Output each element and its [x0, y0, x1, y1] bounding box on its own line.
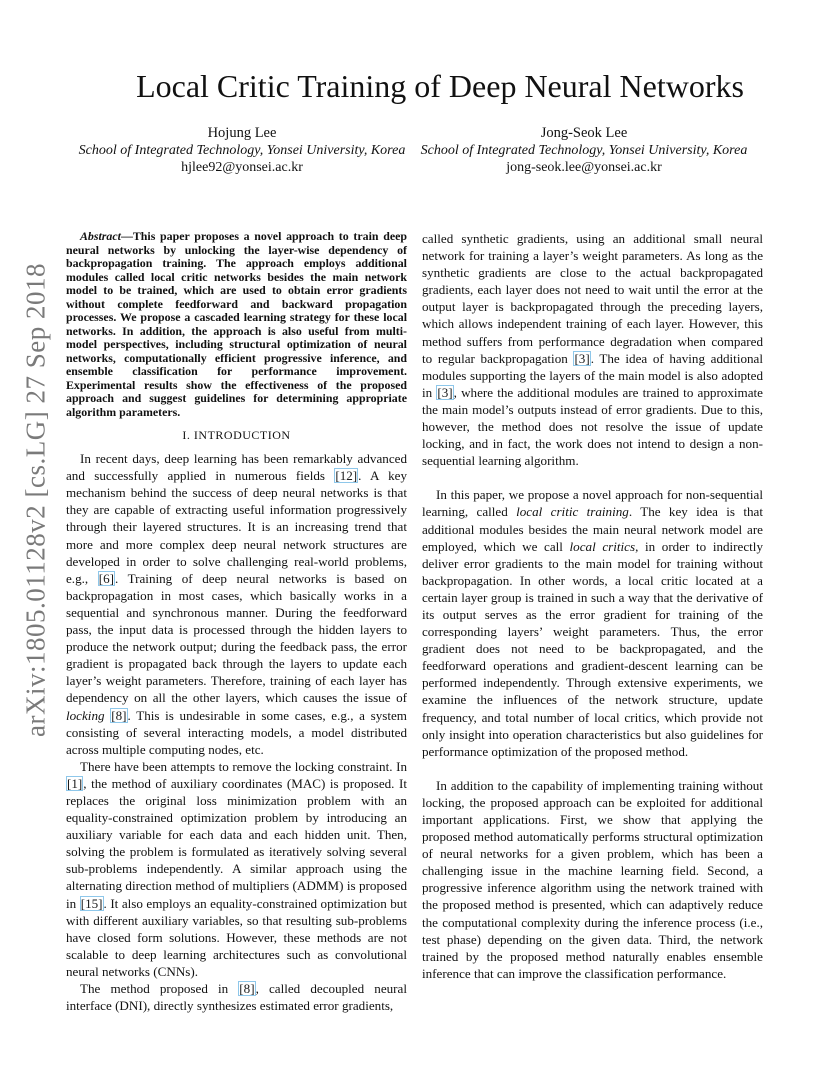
citation-link[interactable]: [3] [574, 350, 590, 366]
paragraph-gap [422, 469, 763, 486]
author-name: Jong-Seok Lee [540, 125, 628, 141]
abstract-label: Abstract [80, 229, 121, 243]
right-column [422, 230, 763, 982]
paragraph-intro-3: The method proposed in [8], called decoupled neural interface (DNI), directly synthesizes estimated error gradients, [66, 981, 407, 1014]
author-name: Hojung Lee [207, 125, 277, 141]
paper-title: Local Critic Training of Deep Neural Networks [136, 68, 744, 104]
paragraph-intro-2: There have been attempts to remove the locking constraint. In [1], the method of auxiliary coordinates (MAC) is proposed. It replaces the original loss minimization problem with an equality-constrained optimization problem by introducing an auxiliary variable for each data and each hidden unit. Then, solving the problem is formulated as iteratively solving several sub-problems independently. A similar approach using the alternating direction method of multipliers (ADMM) is proposed in [15]. It also employs an equality-constrained optimization but with different auxiliary variables, so that resulting sub-problems have closed form solutions. However, these methods are not scalable to deep learning architectures such as convolutional neural networks (CNNs). [66, 758, 407, 979]
section-heading-introduction: I. INTRODUCTION [182, 428, 291, 442]
paragraph-intro-4: In this paper, we propose a novel approach for non-sequential learning, called local critic training. The key idea is that additional modules besides the main neural network model are employed, which we call local critics, in order to indirectly deliver error gradients to the main model for training without backpropagation. In other words, a local critic located at a certain layer group is trained in such a way that the derivative of its output serves as the error gradient for training of the corresponding layers’ weight parameters. Thus, the error gradient does not need to be backpropagated, and the feedforward operations and gradient-descent learning can be performed independently. Through extensive experiments, we examine the influences of the network structure, update frequency, and total number of local critics, which provide not only insight into operation characteristics but also guidelines for performance optimization of the proposed method. [422, 487, 764, 759]
abstract-text: —This paper proposes a novel approach to train deep neural networks by unlocking the layer-wise dependency of backpropagation training. The approach employs additional modules called local critic networks besides the main network model to be trained, which are used to obtain error gradients without complete feedforward and backward propagation processes. We propose a cascaded learning strategy for these local networks. In addition, the approach is also useful from multi-model perspectives, including structural optimization of neural networks, computationally efficient progressive inference, and ensemble classification for performance improvement. Experimental results show the effectiveness of the proposed approach and suggest guidelines for determining appropriate algorithm parameters. [66, 229, 407, 419]
paragraph-intro-3-continued: called synthetic gradients, using an additional small neural network for training a layer’s weight parameters. As long as the synthetic gradients are close to the actual backpropagated gradients, each layer does not need to wait until the error at the output layer is backpropagated through the preceding layers, which allows independent training of each layer. However, this method suffers from performance degradation when compared to regular backpropagation [3]. The idea of having additional modules supporting the layers of the main model is also adopted in [3], where the additional modules are trained to approximate the main model’s outputs instead of error gradients. Due to this, however, the method does not resolve the issue of update locking, and in fact, the work does not intend to design a non-sequential learning algorithm. [422, 231, 764, 469]
abstract [66, 230, 407, 419]
author-affiliation: School of Integrated Technology, Yonsei University, Korea [420, 143, 748, 158]
author-block-2 [414, 125, 754, 176]
citation-link[interactable]: [3] [437, 384, 453, 400]
citation-link[interactable]: [1] [67, 775, 83, 791]
author-email: hjlee92@yonsei.ac.kr [181, 160, 303, 175]
citation-link[interactable]: [8] [239, 981, 255, 996]
left-column [66, 230, 407, 1014]
author-block-1 [72, 125, 412, 176]
citation-link[interactable]: [8] [111, 707, 127, 723]
paragraph-intro-5: In addition to the capability of implementing training without locking, the proposed approach can be exploited for additional important applications. First, we show that applying the proposed method automatically performs structural optimization of neural networks for a given problem, which has been a challenging issue in the machine learning field. Second, a progressive inference algorithm using the network trained with the proposed method is presented, which can adaptively reduce the computational complexity during the inference process (i.e., test phase) depending on the given data. Third, the network trained by the proposed method naturally enables ensemble inference that can improve the classification performance. [422, 777, 763, 981]
author-email: jong-seok.lee@yonsei.ac.kr [506, 160, 662, 175]
author-affiliation: School of Integrated Technology, Yonsei University, Korea [78, 143, 406, 158]
paragraph-gap [422, 760, 763, 777]
citation-link[interactable]: [15] [80, 895, 103, 911]
citation-link[interactable]: [6] [98, 570, 115, 586]
arxiv-identifier: arXiv:1805.01128v2 [cs.LG] 27 Sep 2018 [20, 263, 51, 737]
paragraph-intro-1: In recent days, deep learning has been remarkably advanced and successfully applied in numerous fields [12]. A key mechanism behind the success of deep neural networks is that they are capable of extracting useful information progressively through their layered structures. It is an increasing trend that more and more complex deep neural network structures are developed in order to solve challenging real-world problems, e.g., [6]. Training of deep neural networks is based on backpropagation in most cases, which basically works in a sequential and synchronous manner. During the feedforward pass, the input data is processed through the hidden layers to produce the network output; during the feedback pass, the error gradient is propagated back through the layers to update each layer’s weight parameters. Therefore, training of each layer has dependency on all the other layers, which causes the issue of locking [8]. This is undesirable in some cases, e.g., a system consisting of several interacting models, a model distributed across multiple computing nodes, etc. [66, 451, 407, 757]
citation-link[interactable]: [12] [335, 468, 358, 484]
